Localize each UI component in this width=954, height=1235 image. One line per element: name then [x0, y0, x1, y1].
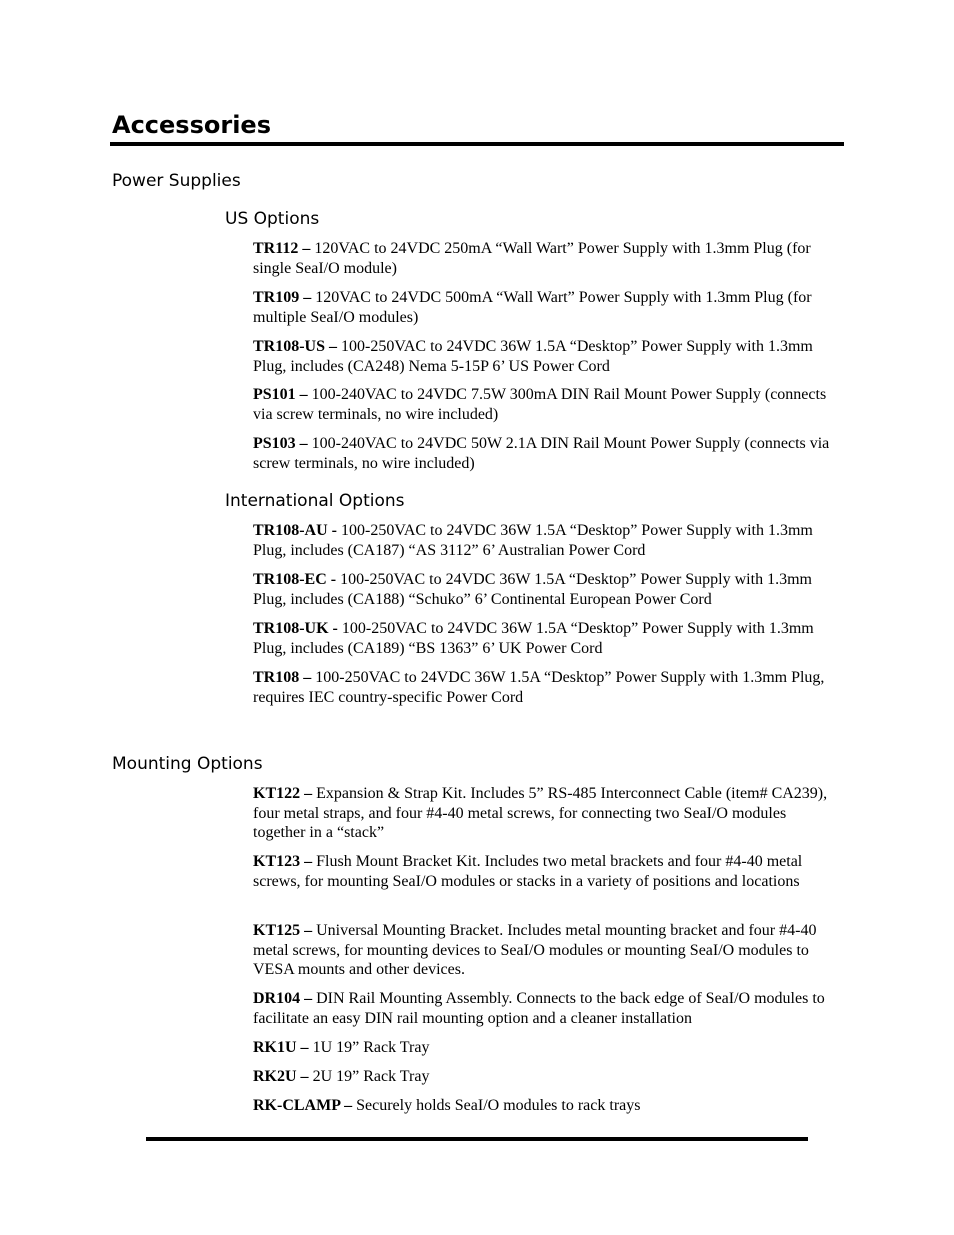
accessory-description: 100-240VAC to 24VDC 50W 2.1A DIN Rail Mount Power Supply (connects via screw terminals, no wire included) — [253, 435, 830, 472]
accessory-description: 100-250VAC to 24VDC 36W 1.5A “Desktop” Power Supply with 1.3mm Plug, requires IEC country-specific Power Cord — [253, 669, 825, 706]
accessory-item-tr112 — [253, 239, 838, 278]
accessory-description: 100-250VAC to 24VDC 36W 1.5A “Desktop” Power Supply with 1.3mm Plug, includes (CA188) “Schuko” 6’ Continental European Power Cord — [253, 571, 812, 608]
accessory-description: Flush Mount Bracket Kit. Includes two metal brackets and four #4-40 metal screws, for mounting SeaI/O modules or stacks in a variety of positions and locations — [253, 853, 803, 890]
accessory-code: TR108-US – — [253, 338, 338, 355]
section-heading-mounting-options: Mounting Options — [112, 754, 263, 774]
accessory-description: 120VAC to 24VDC 250mA “Wall Wart” Power Supply with 1.3mm Plug (for single SeaI/O module) — [253, 240, 811, 277]
accessory-item-ps101 — [253, 385, 838, 424]
accessory-item-tr108 — [253, 668, 838, 707]
accessory-code: RK1U – — [253, 1039, 309, 1056]
accessory-item-tr108-ec — [253, 570, 838, 609]
accessory-item-rk1u — [253, 1038, 838, 1058]
accessory-item-tr108-au — [253, 521, 838, 560]
accessory-item-kt122 — [253, 784, 838, 843]
accessory-item-rk2u — [253, 1067, 838, 1087]
accessory-item-rk-clamp — [253, 1096, 838, 1116]
accessory-code: PS103 – — [253, 435, 308, 452]
page-title: Accessories — [112, 111, 271, 139]
accessory-code: TR108 – — [253, 669, 312, 686]
accessory-code: TR108-AU - — [253, 522, 337, 539]
accessory-description: 100-250VAC to 24VDC 36W 1.5A “Desktop” Power Supply with 1.3mm Plug, includes (CA189) “BS 1363” 6’ UK Power Cord — [253, 620, 814, 657]
accessory-item-tr109 — [253, 288, 838, 327]
accessory-item-kt123 — [253, 852, 838, 891]
accessory-item-dr104 — [253, 989, 838, 1028]
section-heading-power-supplies: Power Supplies — [112, 171, 241, 191]
accessory-description: 120VAC to 24VDC 500mA “Wall Wart” Power Supply with 1.3mm Plug (for multiple SeaI/O modules) — [253, 289, 812, 326]
accessory-description: Securely holds SeaI/O modules to rack trays — [352, 1097, 641, 1114]
accessory-code: KT125 – — [253, 922, 313, 939]
accessory-description: 1U 19” Rack Tray — [308, 1039, 430, 1056]
accessory-code: TR112 – — [253, 240, 311, 257]
accessory-description: DIN Rail Mounting Assembly. Connects to the back edge of SeaI/O modules to facilitate an easy DIN rail mounting option and a cleaner installation — [253, 990, 825, 1027]
footer-divider — [146, 1137, 808, 1141]
accessory-code: TR109 – — [253, 289, 312, 306]
subsection-heading-us-options: US Options — [225, 209, 320, 229]
accessory-code: KT122 – — [253, 785, 313, 802]
accessory-code: DR104 – — [253, 990, 313, 1007]
accessory-description: Expansion & Strap Kit. Includes 5” RS-485 Interconnect Cable (item# CA239), four metal straps, and four #4-40 metal screws, for connecting two SeaI/O modules together in a “stack” — [253, 785, 828, 842]
accessory-description: 100-250VAC to 24VDC 36W 1.5A “Desktop” Power Supply with 1.3mm Plug, includes (CA187) “AS 3112” 6’ Australian Power Cord — [253, 522, 813, 559]
accessory-description: Universal Mounting Bracket. Includes metal mounting bracket and four #4-40 metal screws, for mounting devices to SeaI/O modules or mounting SeaI/O modules to VESA mounts and other devices. — [253, 922, 817, 979]
accessory-description: 100-240VAC to 24VDC 7.5W 300mA DIN Rail Mount Power Supply (connects via screw terminals, no wire included) — [253, 386, 827, 423]
accessory-code: TR108-UK - — [253, 620, 338, 637]
accessory-item-tr108-us — [253, 337, 838, 376]
accessory-description: 2U 19” Rack Tray — [308, 1068, 430, 1085]
accessory-description: 100-250VAC to 24VDC 36W 1.5A “Desktop” Power Supply with 1.3mm Plug, includes (CA248) Nema 5-15P 6’ US Power Cord — [253, 338, 813, 375]
subsection-heading-international-options: International Options — [225, 491, 405, 511]
accessory-code: TR108-EC - — [253, 571, 337, 588]
accessory-item-ps103 — [253, 434, 838, 473]
accessory-item-kt125 — [253, 921, 838, 980]
accessory-code: KT123 – — [253, 853, 313, 870]
title-divider — [110, 142, 844, 146]
accessory-code: PS101 – — [253, 386, 308, 403]
accessory-code: RK-CLAMP – — [253, 1097, 353, 1114]
accessory-item-tr108-uk — [253, 619, 838, 658]
accessory-code: RK2U – — [253, 1068, 309, 1085]
